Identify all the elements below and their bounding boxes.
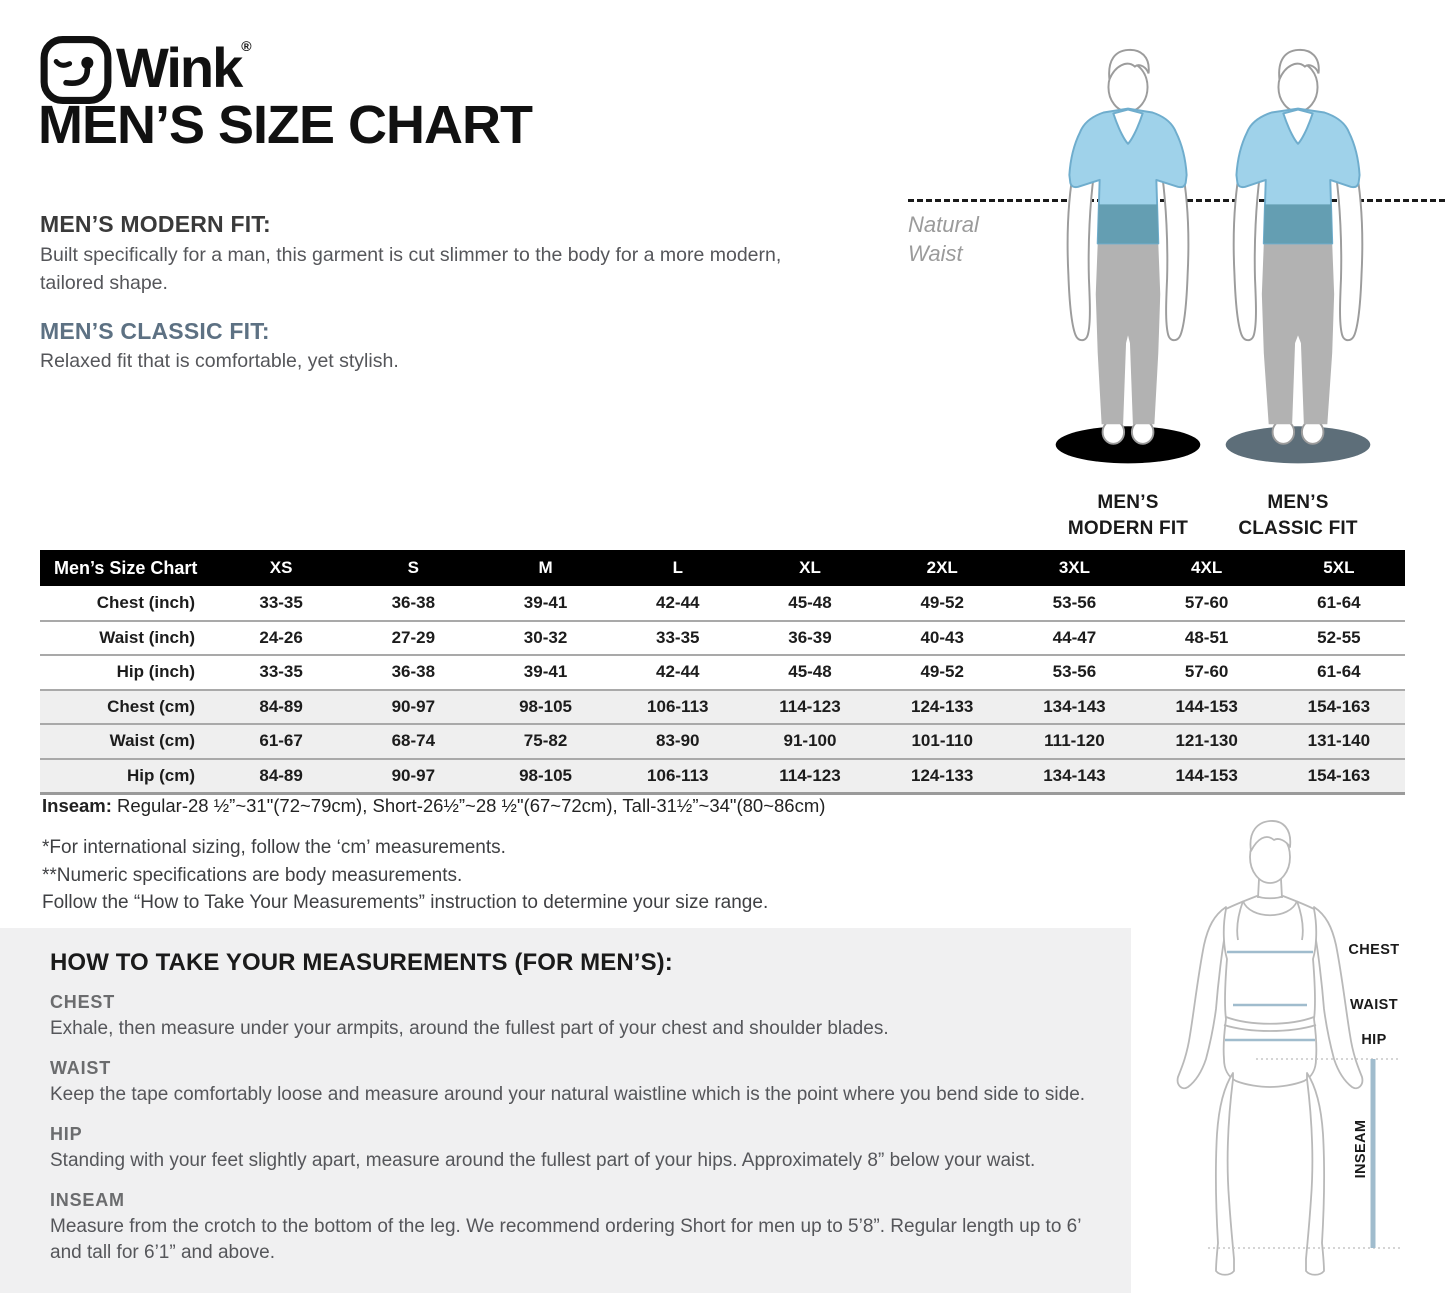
body-measurement-diagram (1130, 818, 1445, 1293)
diagram-hip-label: HIP (1361, 1032, 1387, 1048)
table-cell: 98-105 (479, 690, 611, 725)
table-cell: 111-120 (1008, 724, 1140, 759)
natural-waist-label: Natural Waist (908, 212, 979, 266)
row-label: Chest (cm) (40, 690, 215, 725)
size-table-title: Men’s Size Chart (40, 550, 215, 586)
table-row (40, 655, 1405, 690)
table-cell: 124-133 (876, 759, 1008, 794)
table-cell: 98-105 (479, 759, 611, 794)
table-cell: 27-29 (347, 621, 479, 656)
classic-fit-caption: MEN’S CLASSIC FIT (1238, 492, 1358, 539)
table-cell: 45-48 (744, 655, 876, 690)
table-cell: 114-123 (744, 759, 876, 794)
modern-fit-figure-icon (1038, 48, 1218, 478)
table-cell: 83-90 (612, 724, 744, 759)
table-cell: 36-38 (347, 655, 479, 690)
table-cell: 131-140 (1273, 724, 1405, 759)
page-title: MEN’S SIZE CHART (38, 95, 533, 155)
guide-heading: HOW TO TAKE YOUR MEASUREMENTS (FOR MEN’S): (50, 949, 673, 976)
modern-fit-caption: MEN’S MODERN FIT (1067, 492, 1189, 539)
guide-section-hip (50, 1124, 1112, 1174)
table-cell: 144-153 (1141, 690, 1273, 725)
table-cell: 33-35 (215, 655, 347, 690)
size-column-header: 2XL (876, 550, 1008, 586)
size-column-header: S (347, 550, 479, 586)
size-column-header: XL (744, 550, 876, 586)
table-cell: 106-113 (612, 690, 744, 725)
table-cell: 75-82 (479, 724, 611, 759)
guide-inseam-title: INSEAM (50, 1190, 125, 1210)
classic-fit-description: Relaxed fit that is comfortable, yet stylish. (40, 350, 399, 372)
table-cell: 44-47 (1008, 621, 1140, 656)
table-cell: 57-60 (1141, 655, 1273, 690)
guide-section-chest (50, 992, 1112, 1042)
brand-name: Wink (116, 36, 242, 99)
table-cell: 57-60 (1184, 592, 1229, 612)
classic-fit-heading: MEN’S CLASSIC FIT: (40, 318, 270, 344)
table-cell: 121-130 (1141, 724, 1273, 759)
diagram-chest-label: CHEST (1348, 942, 1400, 958)
table-cell: 91-100 (744, 724, 876, 759)
size-table-header (40, 550, 1405, 586)
table-cell: 134-143 (1008, 690, 1140, 725)
table-cell: 90-97 (347, 690, 479, 725)
table-cell: 154-163 (1273, 759, 1405, 794)
size-column-header: M (479, 550, 611, 586)
male-body-outline-icon (1130, 818, 1445, 1293)
guide-section-waist (50, 1058, 1112, 1108)
table-cell: 49-52 (920, 592, 964, 612)
table-cell: 68-74 (347, 724, 479, 759)
guide-hip-body: Standing with your feet slightly apart, measure around the fullest part of your hips. Approximately 8” below your waist. (50, 1150, 1036, 1171)
table-cell: 101-110 (876, 724, 1008, 759)
diagram-waist-label: WAIST (1350, 997, 1398, 1013)
row-label: Hip (inch) (40, 655, 215, 690)
table-cell: 36-38 (391, 592, 436, 612)
diagram-inseam-label: INSEAM (1353, 1119, 1369, 1179)
table-cell: 61-67 (215, 724, 347, 759)
footnotes (42, 834, 768, 917)
table-cell: 33-35 (612, 621, 744, 656)
table-cell: 49-52 (876, 655, 1008, 690)
table-cell: 90-97 (347, 759, 479, 794)
guide-waist-title: WAIST (50, 1058, 111, 1078)
table-cell: 53-56 (1052, 592, 1097, 612)
table-cell: 84-89 (215, 759, 347, 794)
footnote-numeric: **Numeric specifications are body measurements. (42, 864, 463, 886)
table-cell: 39-41 (479, 655, 611, 690)
guide-chest-title: CHEST (50, 992, 116, 1012)
row-label: Hip (cm) (40, 759, 215, 794)
table-cell: 53-56 (1008, 655, 1140, 690)
guide-inseam-body: Measure from the crotch to the bottom of the leg. We recommend ordering Short for men up to 5’8”. Regular length up to 6’ and tall for 6’1” and above. (50, 1216, 1081, 1263)
measurements-guide-panel (0, 928, 1131, 1293)
table-cell: 52-55 (1273, 621, 1405, 656)
guide-waist-body: Keep the tape comfortably loose and measure around your natural waistline which is the point where you bend side to side. (50, 1084, 1086, 1105)
registered-mark: ® (241, 38, 252, 54)
table-cell: 33-35 (259, 592, 303, 612)
table-cell: 154-163 (1273, 690, 1405, 725)
table-row (40, 724, 1405, 759)
guide-chest-body: Exhale, then measure under your armpits, around the fullest part of your chest and shoulder blades. (50, 1018, 889, 1039)
footnote-international: *For international sizing, follow the ‘cm’ measurements. (42, 837, 506, 858)
table-cell: 40-43 (876, 621, 1008, 656)
table-cell: 106-113 (612, 759, 744, 794)
row-label: Chest (inch) (96, 592, 195, 612)
table-row (40, 759, 1405, 794)
table-cell: 124-133 (876, 690, 1008, 725)
inseam-note (42, 795, 825, 817)
table-cell: 42-44 (612, 655, 744, 690)
table-cell: 84-89 (215, 690, 347, 725)
row-label: Waist (cm) (40, 724, 215, 759)
modern-fit-heading: MEN’S MODERN FIT: (40, 211, 271, 237)
table-row (40, 690, 1405, 725)
size-column-header: 4XL (1141, 550, 1273, 586)
table-cell: 24-26 (215, 621, 347, 656)
table-cell: 42-44 (656, 592, 700, 612)
table-row (40, 621, 1405, 656)
classic-fit-figure-icon (1208, 48, 1388, 478)
size-table-body (40, 586, 1405, 793)
table-cell: 61-64 (1273, 655, 1405, 690)
modern-fit-description: Built specifically for a man, this garment is cut slimmer to the body for a more modern, tailored shape. (40, 244, 782, 294)
inseam-note-label: Inseam: (42, 795, 112, 816)
size-column-header: 3XL (1008, 550, 1140, 586)
table-cell: 48-51 (1141, 621, 1273, 656)
footnote-follow: Follow the “How to Take Your Measurements” instruction to determine your size range. (42, 892, 769, 913)
guide-hip-title: HIP (50, 1124, 83, 1144)
table-cell: 114-123 (744, 690, 876, 725)
size-column-header: XS (215, 550, 347, 586)
row-label: Waist (inch) (40, 621, 215, 656)
table-cell: 36-39 (744, 621, 876, 656)
size-column-header: 5XL (1273, 550, 1405, 586)
size-column-header: L (612, 550, 744, 586)
mens-size-table (40, 550, 1405, 795)
table-cell: 144-153 (1141, 759, 1273, 794)
table-cell: 39-41 (523, 592, 568, 612)
table-cell: 45-48 (788, 592, 832, 612)
table-cell: 30-32 (479, 621, 611, 656)
fit-comparison-illustration (900, 40, 1445, 545)
table-cell: 61-64 (1317, 592, 1361, 612)
table-row (40, 586, 1405, 621)
inseam-note-text: Regular-28 ½”~31"(72~79cm), Short-26½”~28 ½"(67~72cm), Tall-31½”~34"(80~86cm) (111, 795, 826, 816)
table-cell: 134-143 (1008, 759, 1140, 794)
guide-section-inseam (50, 1190, 1112, 1266)
